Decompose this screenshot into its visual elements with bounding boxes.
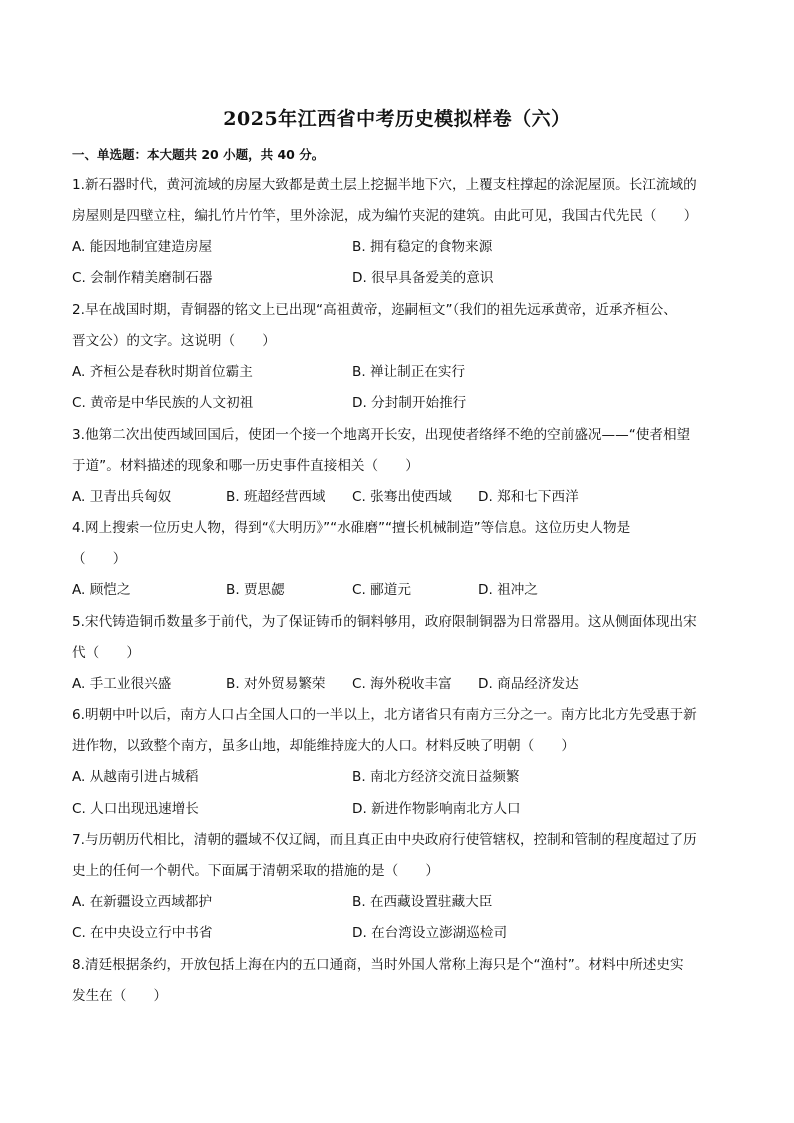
question-3-line-1: 3.他第二次出使西域回国后，使团一个接一个地离开长安，出现使者络绎不绝的空前盛况——“使者相望: [72, 427, 691, 443]
question-6-line-1: 6.明朝中叶以后，南方人口占全国人口的一半以上，北方诸省只有南方三分之一。南方比北方先受惠于新: [72, 707, 697, 723]
question-4-line-1: 4.网上搜索一位历史人物，得到“《大明历》”“水碓磨”“擅长机械制造”等信息。这位历史人物是: [72, 520, 631, 536]
question-1-line-1: 1.新石器时代，黄河流域的房屋大致都是黄土层上挖掘半地下穴，上覆支柱撑起的涂泥屋顶。长江流域的: [72, 177, 697, 193]
question-2-line-2: 晋文公）的文字。这说明（ ）: [72, 333, 276, 349]
question-8-line-2: 发生在（ ）: [72, 988, 168, 1004]
question-5-option-d: D. 商品经济发达: [478, 676, 579, 692]
question-6-option-d: D. 新进作物影响南北方人口: [352, 801, 521, 817]
question-3-option-d: D. 郑和七下西洋: [478, 489, 579, 505]
question-8-line-1: 8.清廷根据条约，开放包括上海在内的五口通商，当时外国人常称上海只是个“渔村”。材料中所述史实: [72, 957, 684, 973]
question-1-option-b: B. 拥有稳定的食物来源: [352, 239, 493, 255]
question-4-option-a: A. 顾恺之: [72, 582, 131, 598]
question-3-option-a: A. 卫青出兵匈奴: [72, 489, 172, 505]
question-7-option-c: C. 在中央设立行中书省: [72, 925, 213, 941]
question-6-option-b: B. 南北方经济交流日益频繁: [352, 769, 520, 785]
question-5-option-a: A. 手工业很兴盛: [72, 676, 172, 692]
question-5-line-1: 5.宋代铸造铜币数量多于前代，为了保证铸币的铜料够用，政府限制铜器为日常器用。这从侧面体现出宋: [72, 614, 697, 630]
question-4-option-d: D. 祖冲之: [478, 582, 538, 598]
question-7-option-a: A. 在新疆设立西域都护: [72, 894, 213, 910]
question-3-line-2: 于道”。材料描述的现象和哪一历史事件直接相关（ ）: [72, 458, 419, 474]
question-1-option-a: A. 能因地制宜建造房屋: [72, 239, 213, 255]
question-5-option-c: C. 海外税收丰富: [352, 676, 452, 692]
question-4-line-2: （ ）: [72, 551, 127, 567]
question-6-option-c: C. 人口出现迅速增长: [72, 801, 199, 817]
question-1-line-2: 房屋则是四壁立柱，编扎竹片竹竿，里外涂泥，成为编竹夹泥的建筑。由此可见，我国古代先民（ ）: [72, 208, 698, 224]
question-6-line-2: 进作物，以致整个南方，虽多山地，却能维持庞大的人口。材料反映了明朝（ ）: [72, 738, 575, 754]
question-1-option-d: D. 很早具备爱美的意识: [352, 270, 494, 286]
question-5-line-2: 代（ ）: [72, 645, 140, 661]
question-4-option-c: C. 郦道元: [352, 582, 411, 598]
question-7-line-1: 7.与历朝历代相比，清朝的疆域不仅辽阔，而且真正由中央政府行使管辖权，控制和管制的程度超过了历: [72, 832, 697, 848]
question-3-option-b: B. 班超经营西域: [226, 489, 326, 505]
question-2-option-d: D. 分封制开始推行: [352, 395, 467, 411]
question-6-option-a: A. 从越南引进占城稻: [72, 769, 199, 785]
question-7-option-d: D. 在台湾设立澎湖巡检司: [352, 925, 508, 941]
question-5-option-b: B. 对外贸易繁荣: [226, 676, 326, 692]
question-2-option-a: A. 齐桓公是春秋时期首位霸主: [72, 364, 253, 380]
question-1-option-c: C. 会制作精美磨制石器: [72, 270, 213, 286]
exam-title: 2025年江西省中考历史模拟样卷（六）: [223, 108, 571, 130]
question-4-option-b: B. 贾思勰: [226, 582, 285, 598]
question-2-line-1: 2.早在战国时期，青铜器的铭文上已出现“高祖黄帝，迩嗣桓文”（我们的祖先远承黄帝，近承齐桓公、: [72, 302, 677, 318]
section-heading: 一、单选题：本大题共 20 小题，共 40 分。: [72, 147, 325, 162]
question-2-option-b: B. 禅让制正在实行: [352, 364, 466, 380]
question-2-option-c: C. 黄帝是中华民族的人文初祖: [72, 395, 254, 411]
question-3-option-c: C. 张骞出使西域: [352, 489, 452, 505]
question-7-option-b: B. 在西藏设置驻藏大臣: [352, 894, 493, 910]
question-7-line-2: 史上的任何一个朝代。下面属于清朝采取的措施的是（ ）: [72, 863, 440, 879]
